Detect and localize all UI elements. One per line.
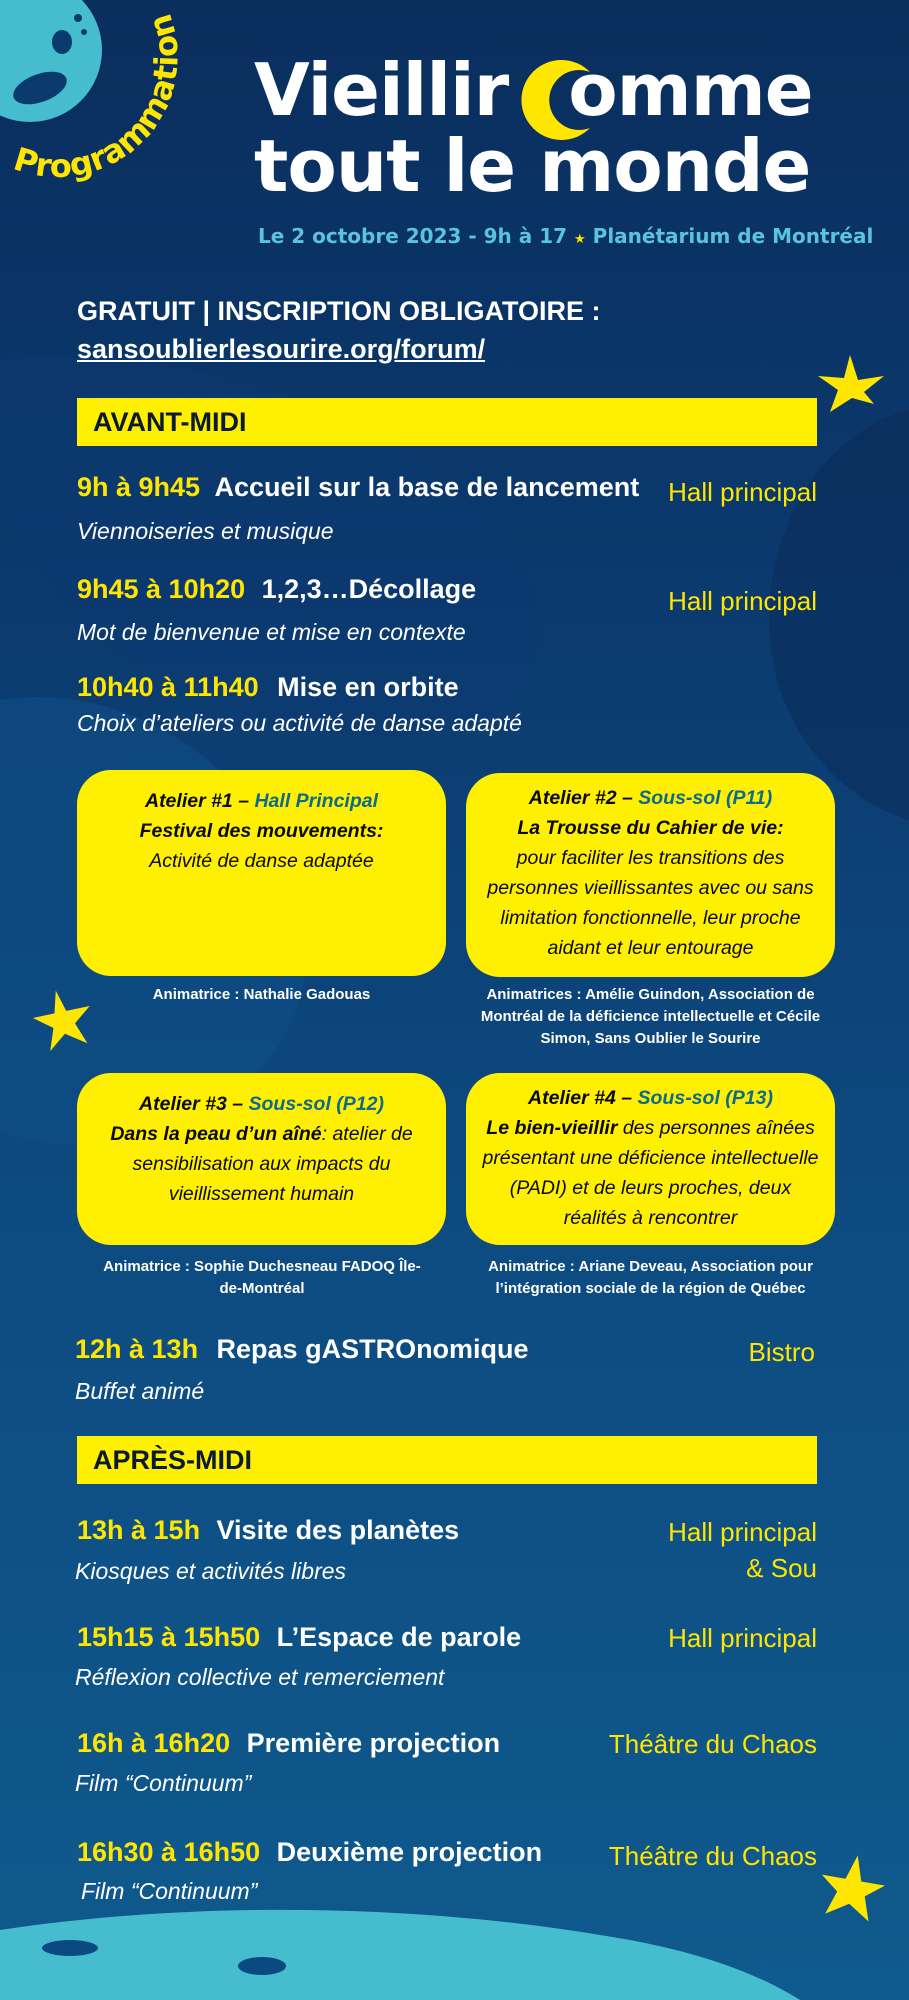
item-time: 16h à 16h20: [77, 1728, 231, 1758]
workshop-animator: Animatrices : Amélie Guindon, Association de Montréal de la déficience intellectuelle et Cécile Simon, Sans Oublier le Sourire: [480, 986, 821, 1047]
workshop-location: Sous-sol (P12): [248, 1093, 384, 1115]
moon-ground: [0, 1910, 800, 2000]
workshop-card-4: [466, 1073, 835, 1245]
item-description: Buffet animé: [75, 1378, 205, 1404]
workshop-description: des personnes aînées présentant une déficience intellectuelle (PADI) et de leurs proches, deux réalités à rencontrer: [482, 1117, 819, 1229]
item-place: Théâtre du Chaos: [608, 1841, 817, 1871]
item-place-line: Hall principal: [668, 1517, 817, 1547]
item-description: Choix d’ateliers ou activité de danse adapté: [77, 710, 522, 736]
planet-icon: [0, 0, 102, 122]
item-place-line: & Sou: [746, 1553, 817, 1583]
star-icon: [815, 1850, 889, 1923]
schedule-item: [77, 672, 459, 703]
event-date: Le 2 octobre 2023 - 9h à 17: [258, 224, 568, 248]
workshop-animator: Animatrice : Sophie Duchesneau FADOQ Île-de-Montréal: [103, 1258, 421, 1297]
workshop-number: Atelier #2 –: [528, 787, 633, 809]
item-time: 10h40 à 11h40: [77, 672, 259, 702]
item-time: 15h15 à 15h50: [77, 1622, 261, 1652]
workshop-number: Atelier #4 –: [528, 1087, 633, 1109]
workshop-description: : atelier de sensibilisation aux impacts du vieillissement humain: [132, 1123, 413, 1205]
workshop-card-1: [77, 770, 446, 976]
workshop-title: La Trousse du Cahier de vie:: [517, 817, 784, 839]
title-word-vieillir: Vieillir: [254, 48, 509, 132]
workshop-number: Atelier #1 –: [144, 790, 250, 812]
item-event: Première projection: [246, 1728, 501, 1758]
workshop-card-2: [466, 773, 835, 977]
item-event: Repas gASTROnomique: [216, 1334, 529, 1364]
item-time: 13h à 15h: [77, 1515, 201, 1545]
event-subtitle: [258, 224, 873, 248]
item-time: 9h à 9h45: [77, 472, 201, 502]
schedule-item: [77, 1728, 500, 1759]
title-line-2: tout le monde: [254, 124, 811, 208]
item-description: Viennoiseries et musique: [77, 518, 334, 544]
schedule-item: [77, 1622, 521, 1653]
item-event: Accueil sur la base de lancement: [214, 472, 640, 502]
workshop-animator: Animatrice : Ariane Deveau, Association pour l’intégration sociale de la région de Québec: [488, 1258, 813, 1297]
item-event: Deuxième projection: [276, 1837, 543, 1867]
workshop-animator: Animatrice : Nathalie Gadouas: [152, 986, 371, 1003]
item-time: 9h45 à 10h20: [77, 574, 246, 604]
item-event: Mise en orbite: [277, 672, 459, 702]
registration-link[interactable]: sansoublierlesourire.org/forum/: [77, 334, 486, 364]
workshop-description: pour faciliter les transitions des personnes vieillissantes avec ou sans limitation fonctionnelle, leur proche aidant et leur entourage: [487, 847, 814, 959]
item-description: Mot de bienvenue et mise en contexte: [77, 619, 466, 645]
workshop-location: Sous-sol (P11): [638, 787, 773, 809]
event-venue: Planétarium de Montréal: [592, 224, 874, 248]
title-word-comme: omme: [568, 48, 813, 132]
item-place: Hall principal: [668, 586, 817, 616]
section-morning: AVANT-MIDI: [77, 398, 817, 446]
item-event: L’Espace de parole: [276, 1622, 522, 1652]
title-line-1: [254, 50, 813, 130]
star-icon: [818, 355, 884, 412]
workshop-title: Dans la peau d’un aîné: [110, 1123, 322, 1145]
item-description: Film “Continuum”: [81, 1878, 258, 1904]
item-time: 16h30 à 16h50: [77, 1837, 261, 1867]
schedule-item: [77, 1515, 459, 1546]
item-place: [668, 1514, 817, 1586]
item-place: Théâtre du Chaos: [608, 1729, 817, 1759]
schedule-item: [75, 1334, 529, 1365]
workshop-location: Hall Principal: [254, 790, 379, 812]
item-place: Hall principal: [668, 477, 817, 507]
item-description: Film “Continuum”: [75, 1770, 252, 1796]
workshop-description: Activité de danse adaptée: [149, 850, 374, 872]
schedule-item: [77, 574, 476, 605]
item-description: Kiosques et activités libres: [75, 1558, 347, 1584]
schedule-item: [77, 1837, 542, 1868]
registration-label: GRATUIT | INSCRIPTION OBLIGATOIRE :: [77, 296, 601, 326]
item-time: 12h à 13h: [75, 1334, 199, 1364]
registration-block: [77, 292, 601, 368]
workshop-card-3: [77, 1073, 446, 1245]
star-icon: ★: [574, 232, 586, 247]
workshop-number: Atelier #3 –: [139, 1093, 244, 1115]
item-event: 1,2,3…Décollage: [261, 574, 477, 604]
item-event: Visite des planètes: [216, 1515, 460, 1545]
item-place: Hall principal: [668, 1623, 817, 1653]
workshop-title: Le bien-vieillir: [486, 1117, 618, 1139]
item-place: Bistro: [748, 1337, 815, 1367]
workshop-title: Festival des mouvements:: [139, 820, 384, 842]
section-afternoon: APRÈS-MIDI: [77, 1436, 817, 1484]
item-description: Réflexion collective et remerciement: [75, 1664, 445, 1690]
programmation-curved-label: Programmation: [9, 9, 187, 186]
workshop-location: Sous-sol (P13): [637, 1087, 773, 1109]
